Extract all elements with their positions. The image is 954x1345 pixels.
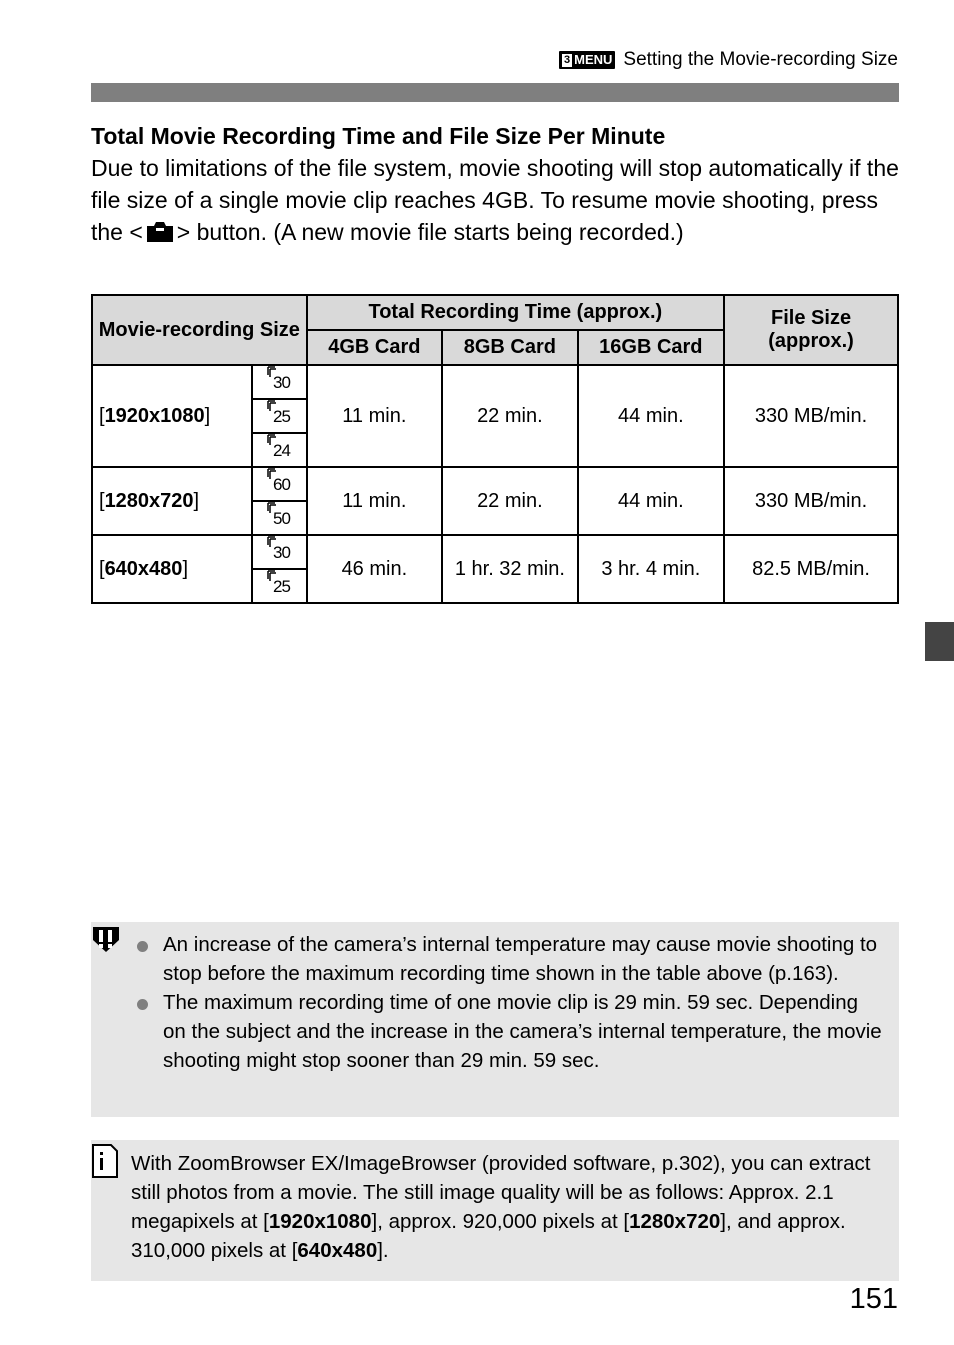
svg-text:24: 24 xyxy=(273,441,291,460)
note-icon xyxy=(91,1143,119,1184)
time-4gb: 46 min. xyxy=(307,535,443,603)
frame-rate-30-icon xyxy=(252,535,307,569)
section-title: Total Movie Recording Time and File Size Per Minute xyxy=(91,123,666,149)
caution-icon xyxy=(91,924,121,959)
list-item: The maximum recording time of one movie clip is 29 min. 59 sec. Depending on the subject and the increase in the camera’s internal temperature, the movie shooting might stop sooner than 29 min. 59 sec. xyxy=(163,988,883,1075)
file-size: 330 MB/min. xyxy=(724,467,898,535)
time-8gb: 22 min. xyxy=(442,467,578,535)
svg-text:60: 60 xyxy=(273,475,291,494)
frame-rate-60-icon xyxy=(252,467,307,501)
section-intro: Due to limitations of the file system, movie shooting will stop automatically if the file size of a single movie clip reaches 4GB. To resume movie shooting, press the < > button. (A new movie file starts being recorded.) xyxy=(91,152,901,252)
size-cell: [1920x1080] xyxy=(92,365,252,467)
header-bar xyxy=(91,83,899,102)
svg-text:25: 25 xyxy=(273,577,291,596)
table-row xyxy=(92,365,898,399)
frame-rate-25-icon xyxy=(252,399,307,433)
page-number: 151 xyxy=(849,1283,898,1315)
frame-rate-24-icon xyxy=(252,433,307,467)
header-file-size: File Size (approx.) xyxy=(724,295,898,365)
frame-rate-50-icon xyxy=(252,501,307,535)
file-size: 82.5 MB/min. xyxy=(724,535,898,603)
table-row xyxy=(92,535,898,569)
svg-text:30: 30 xyxy=(273,543,291,562)
frame-rate-30-icon xyxy=(252,365,307,399)
chapter-tab xyxy=(925,622,954,661)
time-8gb: 1 hr. 32 min. xyxy=(442,535,578,603)
movie-shooting-camera-icon xyxy=(145,220,175,252)
caution-box xyxy=(91,922,899,1117)
table-row xyxy=(92,467,898,501)
menu-icon: 3 MENU xyxy=(559,51,615,69)
header-title: Setting the Movie-recording Size xyxy=(623,49,898,70)
recording-time-table xyxy=(91,294,899,604)
header-16gb-card: 16GB Card xyxy=(578,330,724,365)
frame-rate-25-icon xyxy=(252,569,307,603)
time-4gb: 11 min. xyxy=(307,365,443,467)
section xyxy=(91,121,901,252)
header-movie-recording-size: Movie-recording Size xyxy=(92,295,307,365)
header-total-recording-time: Total Recording Time (approx.) xyxy=(307,295,724,330)
time-16gb: 44 min. xyxy=(578,467,724,535)
time-16gb: 3 hr. 4 min. xyxy=(578,535,724,603)
bullet-icon xyxy=(137,999,148,1010)
note-box xyxy=(91,1140,899,1281)
time-16gb: 44 min. xyxy=(578,365,724,467)
time-4gb: 11 min. xyxy=(307,467,443,535)
bullet-icon xyxy=(137,941,148,952)
svg-text:30: 30 xyxy=(273,373,291,392)
header-8gb-card: 8GB Card xyxy=(442,330,578,365)
list-item: An increase of the camera’s internal temperature may cause movie shooting to stop before the maximum recording time shown in the table above (p.163). xyxy=(163,930,883,988)
header-4gb-card: 4GB Card xyxy=(307,330,443,365)
svg-text:50: 50 xyxy=(273,509,291,528)
page-header xyxy=(559,49,898,71)
file-size: 330 MB/min. xyxy=(724,365,898,467)
size-cell: [640x480] xyxy=(92,535,252,603)
size-cell: [1280x720] xyxy=(92,467,252,535)
time-8gb: 22 min. xyxy=(442,365,578,467)
svg-text:25: 25 xyxy=(273,407,291,426)
caution-list xyxy=(163,930,883,1075)
note-text: With ZoomBrowser EX/ImageBrowser (provided software, p.302), you can extract still photos from a movie. The still image quality will be as follows: Approx. 2.1 megapixels at [1920x1080], approx. 920,000 pixels at [1280x720], and approx. 310,000 pixels at [640x480]. xyxy=(131,1152,871,1262)
